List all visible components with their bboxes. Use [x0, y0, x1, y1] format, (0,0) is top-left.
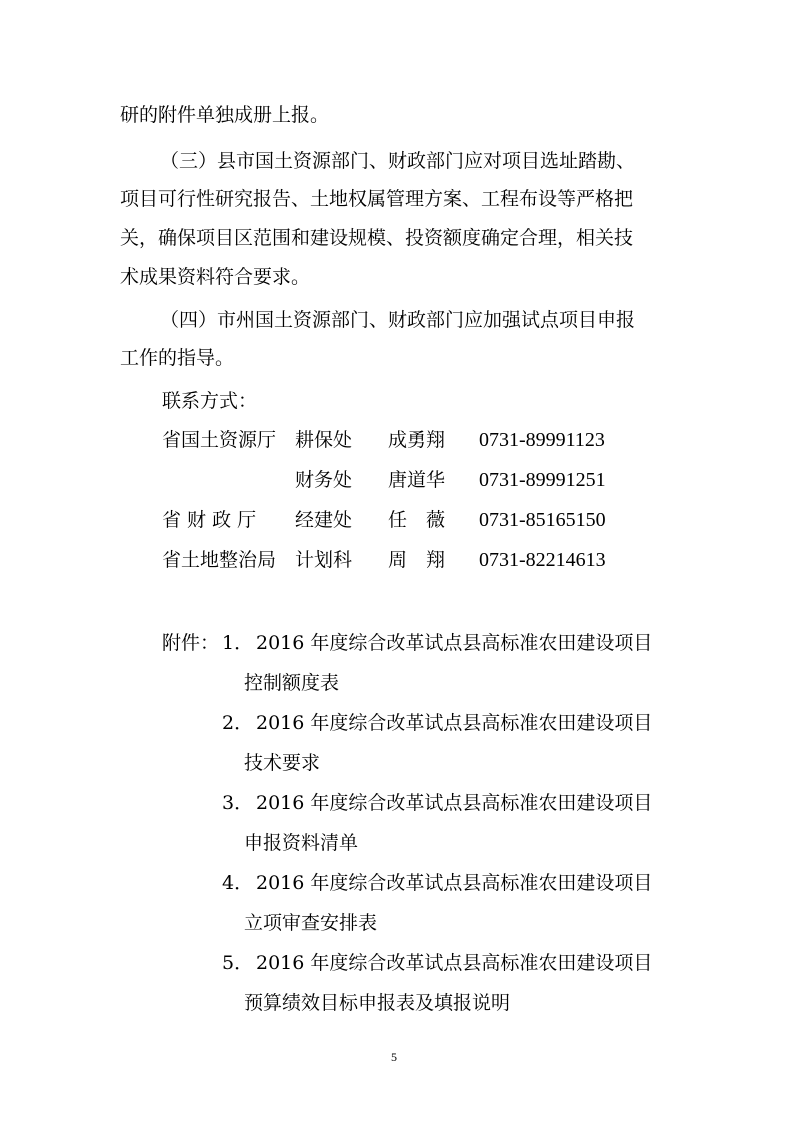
- paragraph-line: 项目可行性研究报告、土地权属管理方案、工程布设等严格把: [120, 188, 634, 210]
- attachments-label: 附件：: [162, 632, 220, 654]
- contact-person: 周 翔: [388, 549, 446, 571]
- contact-person: 任 薇: [388, 509, 446, 531]
- paragraph-line: 术成果资料符合要求。: [120, 266, 311, 288]
- paragraph-line: 研的附件单独成册上报。: [120, 104, 330, 126]
- paragraph-line: 关，确保项目区范围和建设规模、投资额度确定合理，相关技: [120, 227, 634, 249]
- contact-phone: 0731-89991123: [479, 429, 605, 451]
- attachment-number: 4．: [222, 872, 254, 894]
- attachment-title: 2016 年度综合改革试点县高标准农田建设项目: [256, 632, 653, 654]
- contact-org: 省国土资源厅: [162, 429, 277, 451]
- page-number: 5: [391, 1050, 397, 1064]
- attachment-title: 2016 年度综合改革试点县高标准农田建设项目: [256, 792, 653, 814]
- attachment-title-cont: 控制额度表: [244, 672, 340, 694]
- contact-dept: 财务处: [295, 469, 353, 491]
- attachment-number: 3．: [222, 792, 254, 814]
- attachment-title: 2016 年度综合改革试点县高标准农田建设项目: [256, 872, 653, 894]
- contact-dept: 经建处: [295, 509, 353, 531]
- contact-org: 省 财 政 厅: [162, 509, 257, 531]
- contact-phone: 0731-85165150: [479, 509, 606, 531]
- contact-phone: 0731-82214613: [479, 549, 606, 571]
- contact-person: 唐道华: [388, 469, 446, 491]
- contact-phone: 0731-89991251: [479, 469, 606, 491]
- contact-dept: 计划科: [295, 549, 353, 571]
- attachment-title: 2016 年度综合改革试点县高标准农田建设项目: [256, 712, 653, 734]
- attachment-title: 2016 年度综合改革试点县高标准农田建设项目: [256, 952, 653, 974]
- attachment-number: 1．: [222, 632, 254, 654]
- attachment-number: 2．: [222, 712, 254, 734]
- attachment-title-cont: 立项审查安排表: [244, 912, 378, 934]
- paragraph-line: 工作的指导。: [120, 347, 235, 369]
- paragraph-line: （三）县市国土资源部门、财政部门应对项目选址踏勘、: [160, 150, 636, 172]
- paragraph-line: （四）市州国土资源部门、财政部门应加强试点项目申报: [160, 309, 636, 331]
- contact-dept: 耕保处: [295, 429, 353, 451]
- attachment-title-cont: 申报资料清单: [244, 832, 359, 854]
- contact-heading: 联系方式：: [162, 390, 258, 412]
- attachment-number: 5．: [222, 952, 254, 974]
- contact-org: 省土地整治局: [162, 549, 277, 571]
- attachment-title-cont: 技术要求: [244, 752, 321, 774]
- attachment-title-cont: 预算绩效目标申报表及填报说明: [244, 992, 511, 1014]
- contact-person: 成勇翔: [388, 429, 446, 451]
